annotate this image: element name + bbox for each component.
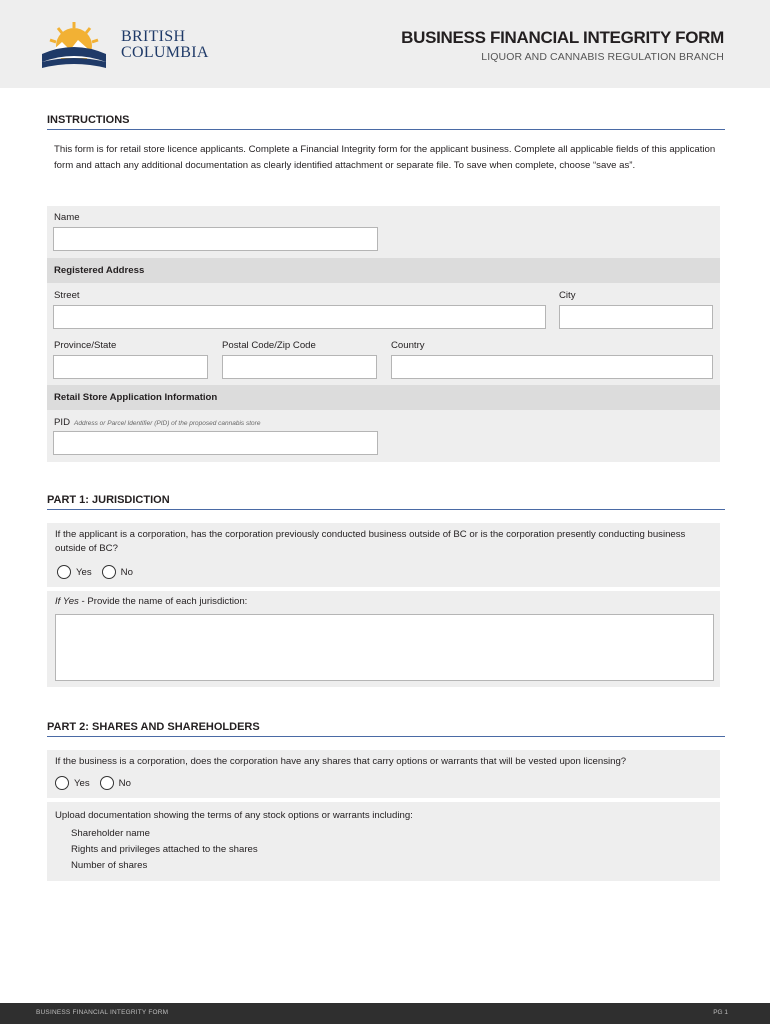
postal-label: Postal Code/Zip Code (222, 340, 316, 351)
part1-heading: PART 1: JURISDICTION (47, 494, 725, 510)
part2-items-list (71, 826, 258, 874)
province-label: Province/State (54, 340, 117, 351)
pid-input[interactable] (53, 431, 378, 455)
city-input[interactable] (559, 305, 713, 329)
part1-no-radio[interactable] (102, 565, 116, 579)
province-input[interactable] (53, 355, 208, 379)
part1-question: If the applicant is a corporation, has the corporation previously conducted business outside of BC or is the corporation presently conducting business outside of BC? (55, 529, 686, 554)
bc-logo (40, 20, 210, 70)
footer-form-name: BUSINESS FINANCIAL INTEGRITY FORM (36, 1009, 169, 1016)
name-input[interactable] (53, 227, 378, 251)
part2-radio-group (55, 776, 141, 790)
country-label: Country (391, 340, 425, 351)
part2-question: If the business is a corporation, does the corporation have any shares that carry options or warrants that will be vested upon licensing? (55, 756, 627, 767)
part2-no-radio[interactable] (100, 776, 114, 790)
name-label: Name (54, 212, 80, 223)
city-label: City (559, 290, 576, 301)
street-label: Street (54, 290, 80, 301)
footer-page-number: PG 1 (713, 1009, 728, 1016)
postal-code-input[interactable] (222, 355, 377, 379)
part1-if-yes-text: - Provide the name of each jurisdiction: (78, 596, 248, 607)
pid-hint: Address or Parcel Identifier (PID) of the proposed cannabis store (74, 420, 261, 427)
form-subtitle: LIQUOR AND CANNABIS REGULATION BRANCH (481, 51, 724, 63)
pid-label-row (54, 417, 260, 428)
part1-if-yes-prefix: If Yes (55, 596, 79, 607)
list-item: Shareholder name (71, 828, 150, 839)
part2-upload-text: Upload documentation showing the terms of any stock options or warrants including: (55, 810, 413, 821)
part2-yes-label: Yes (74, 777, 90, 789)
street-input[interactable] (53, 305, 546, 329)
part1-yes-radio[interactable] (57, 565, 71, 579)
bc-sun-mountain-icon (40, 20, 120, 70)
page-footer (0, 1003, 770, 1024)
country-input[interactable] (391, 355, 713, 379)
registered-address-heading: Registered Address (47, 258, 720, 283)
logo-text-columbia: COLUMBIA (121, 44, 209, 61)
jurisdiction-textarea[interactable] (55, 614, 714, 681)
page-header (0, 0, 770, 88)
part2-no-label: No (118, 777, 131, 789)
instructions-text: This form is for retail store licence applicants. Complete a Financial Integrity form for the applicant business. Complete all applicable fields of this application form and attach any additional documentation as clearly identified attachment or separate file. To save when complete, choose “save as”. (54, 144, 716, 171)
part1-yes-label: Yes (76, 566, 92, 578)
list-item: Rights and privileges attached to the shares (71, 844, 258, 855)
part1-no-label: No (120, 566, 133, 578)
pid-label: PID (54, 417, 70, 428)
list-item: Number of shares (71, 860, 148, 871)
logo-text-british: BRITISH (121, 28, 186, 45)
part2-heading: PART 2: SHARES AND SHAREHOLDERS (47, 721, 725, 737)
part2-yes-radio[interactable] (55, 776, 69, 790)
part1-radio-group (57, 565, 143, 579)
part1-if-yes-row (55, 596, 247, 607)
retail-store-heading: Retail Store Application Information (47, 385, 720, 410)
instructions-heading: INSTRUCTIONS (47, 114, 725, 130)
form-title: BUSINESS FINANCIAL INTEGRITY FORM (401, 28, 724, 47)
